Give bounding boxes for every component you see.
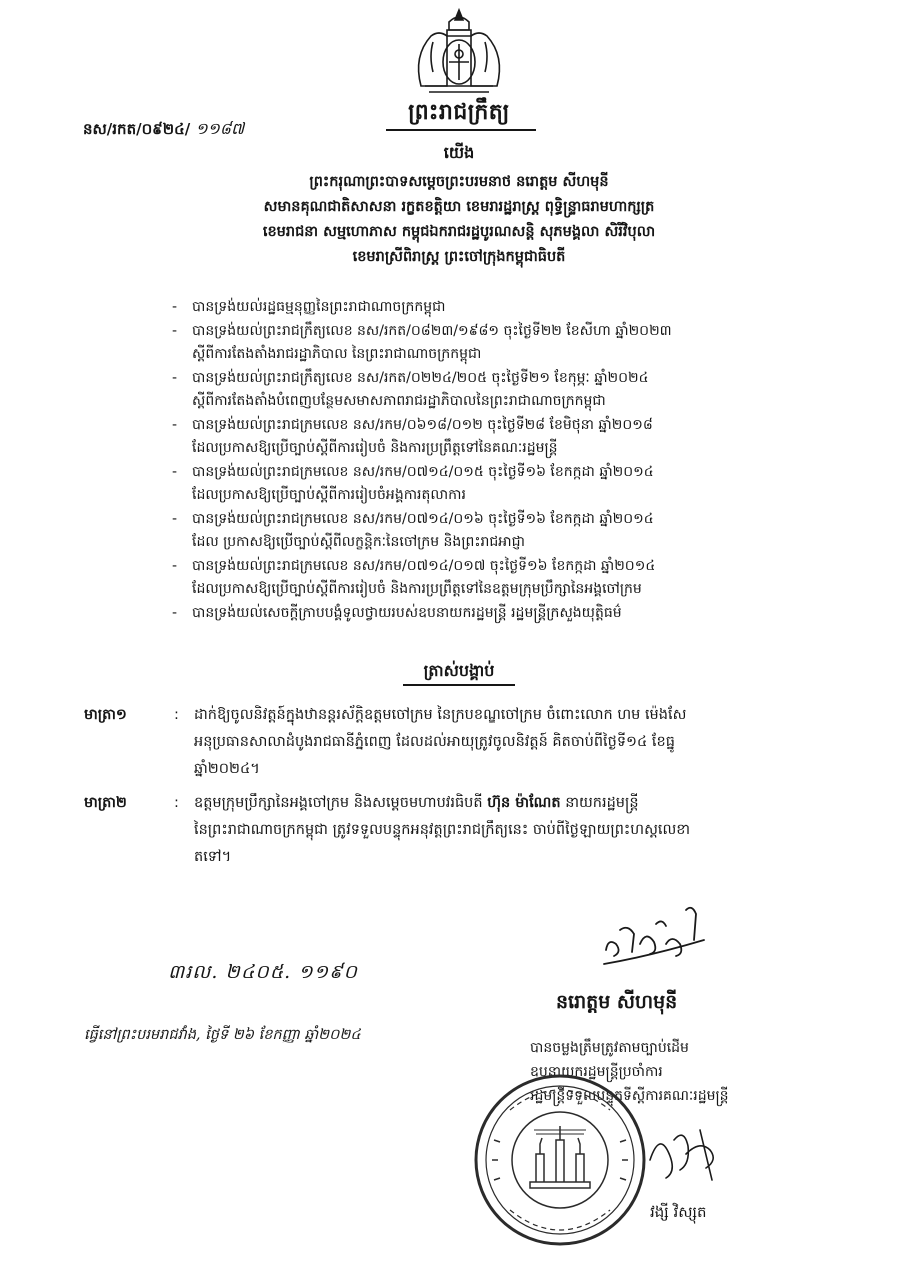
certification-line: រដ្ឋមន្ត្រីទទួលបន្ទុកទីស្តីការគណៈរដ្ឋមន្ត្រី [530,1088,729,1104]
reference-line: បានទ្រង់យល់ព្រះរាជក្រឹត្យលេខ នស/រកត/០២២៤/២០៥ ចុះថ្ងៃទី២១ ខែកុម្ភៈ ឆ្នាំ២០២៤ [192,369,649,386]
dash-bullet: - [172,369,178,386]
list-item [168,508,828,555]
article-label: មាត្រា១ [84,707,127,723]
preamble-line: ខេមរាស្រីពិរាស្ត្រ ព្រះចៅក្រុងកម្ពុជាធិបតី [352,249,566,265]
reference-line: បានទ្រង់យល់ព្រះរាជក្រឹត្យលេខ នស/រកត/០៨២៣/១៩៨១ ចុះថ្ងៃទី២២ ខែសីហា ឆ្នាំ២០២៣ [192,322,672,339]
article-text: នាយករដ្ឋមន្ត្រី [565,795,639,811]
article-line: តទៅ។ [194,849,232,865]
article-1 [84,702,834,783]
reference-line: បានទ្រង់យល់សេចក្តីក្រាបបង្គំទូលថ្វាយរបស់ឧបនាយករដ្ឋមន្ត្រី រដ្ឋមន្ត្រីក្រសួងយុត្តិធម៌ [192,604,622,621]
reference-line: ស្តីពីការតែងតាំងរាជរដ្ឋាភិបាល នៃព្រះរាជាណាចក្រកម្ពុជា [192,346,482,362]
article-line: នៃព្រះរាជាណាចក្រកម្ពុជា ត្រូវទទួលបន្ទុកអនុវត្តព្រះរាជក្រឹត្យនេះ ចាប់ពីថ្ងៃឡាយព្រះហស្តលេខា [194,822,691,838]
preamble-line: សមានគុណជាតិសាសនា រក្ខតខត្តិយា ខេមរារដ្ឋរាស្ត្រ ពុទ្ធិន្ទ្រាធរាមហាក្សត្រ [263,199,655,215]
reference-handwritten: ១១៨៧ [195,119,245,138]
dash-bullet: - [172,510,178,527]
decree-reference-number [83,118,244,142]
dash-bullet: - [172,463,178,480]
reference-line: បានទ្រង់យល់ព្រះរាជក្រមលេខ នស/រកម/០៧១៤/០១៥ ចុះថ្ងៃទី១៦ ខែកក្កដា ឆ្នាំ២០១៤ [192,463,654,480]
minister-signature-icon [640,1120,730,1185]
decree-heading-underline [403,684,515,686]
royal-preamble [150,170,768,270]
preamble-line: ព្រះករុណាព្រះបាទសម្តេចព្រះបរមនាថ នរោត្តម សីហមុនី [309,174,609,190]
list-item [168,461,828,508]
reference-line: បានទ្រង់យល់រដ្ឋធម្មនុញ្ញនៃព្រះរាជាណាចក្រកម្ពុជា [192,299,446,315]
reference-line: ស្តីពីការតែងតាំងបំពេញបន្ថែមសមាសភាពរាជរដ្ឋាភិបាលនៃព្រះរាជាណាចក្រកម្ពុជា [192,393,606,409]
article-body [194,790,834,871]
certification-line: ឧបនាយករដ្ឋមន្ត្រីប្រចាំការ [530,1064,663,1080]
list-item [168,367,828,414]
royal-signature-icon [600,900,710,980]
list-item [168,555,828,602]
article-colon: : [174,795,179,811]
handwritten-registration-date: ៣រល. ២៤០៥. ១១៩០ [168,961,358,983]
reference-line: បានទ្រង់យល់ព្រះរាជក្រមលេខ នស/រកម/០៦១៨/០១២ ចុះថ្ងៃទី២៨ ខែមិថុនា ឆ្នាំ២០១៨ [192,416,653,433]
list-item [168,320,828,367]
article-body [194,702,834,783]
royal-coat-of-arms-icon [403,6,515,96]
certification-line: បានចម្លងត្រឹមត្រូវតាមច្បាប់ដើម [530,1040,689,1056]
reference-line: ដែលប្រកាសឱ្យប្រើច្បាប់ស្តីពីការរៀបចំអង្គការតុលាការ [192,487,466,503]
list-item [168,602,828,626]
article-line [194,790,834,817]
dash-bullet: - [172,557,178,574]
dash-bullet: - [172,322,178,339]
place-and-date: ធ្វើនៅព្រះបរមរាជវាំង, ថ្ងៃទី ២៦ ខែកញ្ញា ឆ្នាំ២០២៤ [84,1027,361,1043]
preamble-line: ខេមរាជនា សម្មហោភាស កម្ពុជឯករាជរដ្ឋបូរណសន្តិ សុភមង្គលា សិរីវិបុលា [262,224,656,240]
reference-line: ដែលប្រកាសឱ្យប្រើច្បាប់ស្តីពីការរៀបចំ និងការប្រព្រឹត្តទៅនៃឧត្តមក្រុមប្រឹក្សានៃអង្គចៅក្រម [192,581,642,597]
legal-references-list [168,296,828,625]
article-label: មាត្រា២ [84,795,127,811]
dash-bullet: - [172,299,178,315]
document-title: ព្រះរាជក្រឹត្យ [408,100,510,125]
article-text: ឧត្តមក្រុមប្រឹក្សានៃអង្គចៅក្រម និងសម្តេចមហាបវរធិបតី [194,795,483,811]
official-seal-icon [470,1070,650,1250]
intro-we: យើង [443,143,475,162]
list-item [168,414,828,461]
title-underline [386,129,536,131]
article-line: ដាក់ឱ្យចូលនិវត្តន៍ក្នុងឋានន្តរស័ក្តិឧត្តមចៅក្រម នៃក្របខណ្ឌចៅក្រម ចំពោះលោក ហម ម៉េងសែ [194,707,687,723]
list-item [168,296,828,320]
article-2 [84,790,834,871]
article-colon: : [174,707,179,723]
reference-line: បានទ្រង់យល់ព្រះរាជក្រមលេខ នស/រកម/០៧១៤/០១៦ ចុះថ្ងៃទី១៦ ខែកក្កដា ឆ្នាំ២០១៤ [192,510,654,527]
signer-name: វង្សី វិស្សុត [650,1203,707,1221]
decree-heading: ត្រាស់បង្គាប់ [423,661,495,680]
reference-line: ដែល ប្រកាសឱ្យប្រើច្បាប់ស្តីពីលក្ខន្តិកៈនៃចៅក្រម និងព្រះរាជអាជ្ញា [192,534,525,550]
article-line: ឆ្នាំ២០២៤។ [194,761,260,777]
king-name: នរោត្តម សីហមុនី [556,991,678,1013]
reference-line: ដែលប្រកាសឱ្យប្រើច្បាប់ស្តីពីការរៀបចំ និងការប្រព្រឹត្តទៅនៃគណៈរដ្ឋមន្ត្រី [192,440,558,456]
dash-bullet: - [172,416,178,433]
dash-bullet: - [172,604,178,621]
reference-line: បានទ្រង់យល់ព្រះរាជក្រមលេខ នស/រកម/០៧១៤/០១៧ ចុះថ្ងៃទី១៦ ខែកក្កដា ឆ្នាំ២០១៤ [192,557,656,574]
prime-minister-name: ហ៊ុន ម៉ាណែត [487,795,561,811]
article-line: អនុប្រធានសាលាដំបូងរាជធានីភ្នំពេញ ដែលដល់អាយុត្រូវចូលនិវត្តន៍ គិតចាប់ពីថ្ងៃទី១៤ ខែធ្នូ [194,734,675,750]
reference-printed: នស/រកត/០៩២៤/ [83,120,191,138]
